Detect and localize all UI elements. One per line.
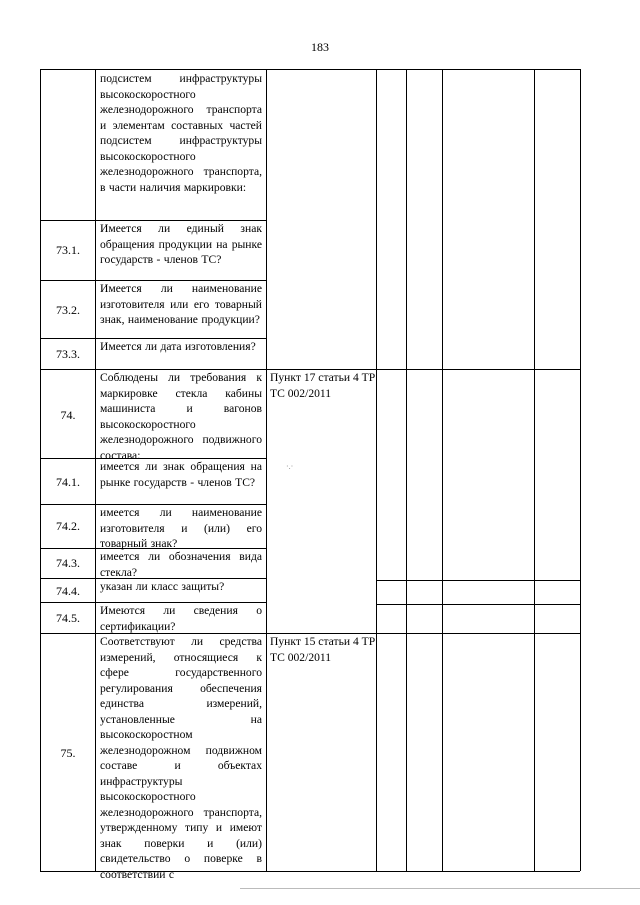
table-top-border [40, 69, 580, 70]
col-border [534, 69, 535, 871]
item-number: 74.4. [56, 584, 80, 598]
question-text: Имеется ли наименование изготовителя или его товарный знак, наименование продукции? [100, 282, 262, 326]
question-text: имеется ли знак обращения на рынке государств - членов ТС? [100, 460, 262, 489]
item-number: 74.1. [56, 475, 80, 489]
col-border [266, 69, 267, 871]
item-number: 74.2. [56, 519, 80, 533]
question-text: Имеется ли дата изготовления? [100, 340, 256, 353]
col-border [376, 69, 377, 871]
col-border [406, 69, 407, 871]
question-text: имеется ли обозначения вида стекла? [100, 550, 262, 579]
question-text: Соответствуют ли средства измерений, относящиеся к сфере государственного регулирования обеспечения единства измерений, установленные на высокоскоростном железнодорожном подвижном составе и объектах инфраструктуры высокоскоростного железнодорожного транспорта, утвержденному типу и имеют знак поверки и (или) свидетельство о поверке в соответствии с [100, 635, 262, 881]
item-number: 74.5. [56, 611, 80, 625]
item-number: 74. [60, 408, 76, 422]
col-border [95, 69, 96, 871]
question-text: Имеются ли сведения о сертификации? [100, 604, 262, 633]
question-text: указан ли класс защиты? [100, 580, 225, 593]
regulation-reference: Пункт 15 статьи 4 ТР ТС 002/2011 [270, 635, 376, 664]
page-number: 183 [311, 40, 329, 54]
col-border [580, 69, 581, 871]
question-text: подсистем инфраструктуры высокоскоростного железнодорожного транспорта и элементам составных частей подсистем инфраструктуры высокоскоростного железнодорожного транспорта, в части наличия маркировки: [100, 72, 262, 194]
item-number: 74.3. [56, 556, 80, 570]
regulation-reference: Пункт 17 статьи 4 ТР ТС 002/2011 [270, 371, 376, 400]
col-border [442, 69, 443, 871]
scan-edge-line [240, 888, 640, 889]
scan-speck: ·.· [286, 462, 294, 471]
question-text: Соблюдены ли требования к маркировке стекла кабины машиниста и вагонов высокоскоростного железнодорожного подвижного состава: [100, 371, 262, 462]
item-number: 75. [60, 746, 76, 760]
item-number: 73.2. [56, 303, 80, 317]
question-text: имеется ли наименование изготовителя и (или) его товарный знак? [100, 506, 262, 550]
question-text: Имеется ли единый знак обращения продукции на рынке государств - членов ТС? [100, 222, 262, 266]
item-number: 73.1. [56, 243, 80, 257]
item-number: 73.3. [56, 347, 80, 361]
